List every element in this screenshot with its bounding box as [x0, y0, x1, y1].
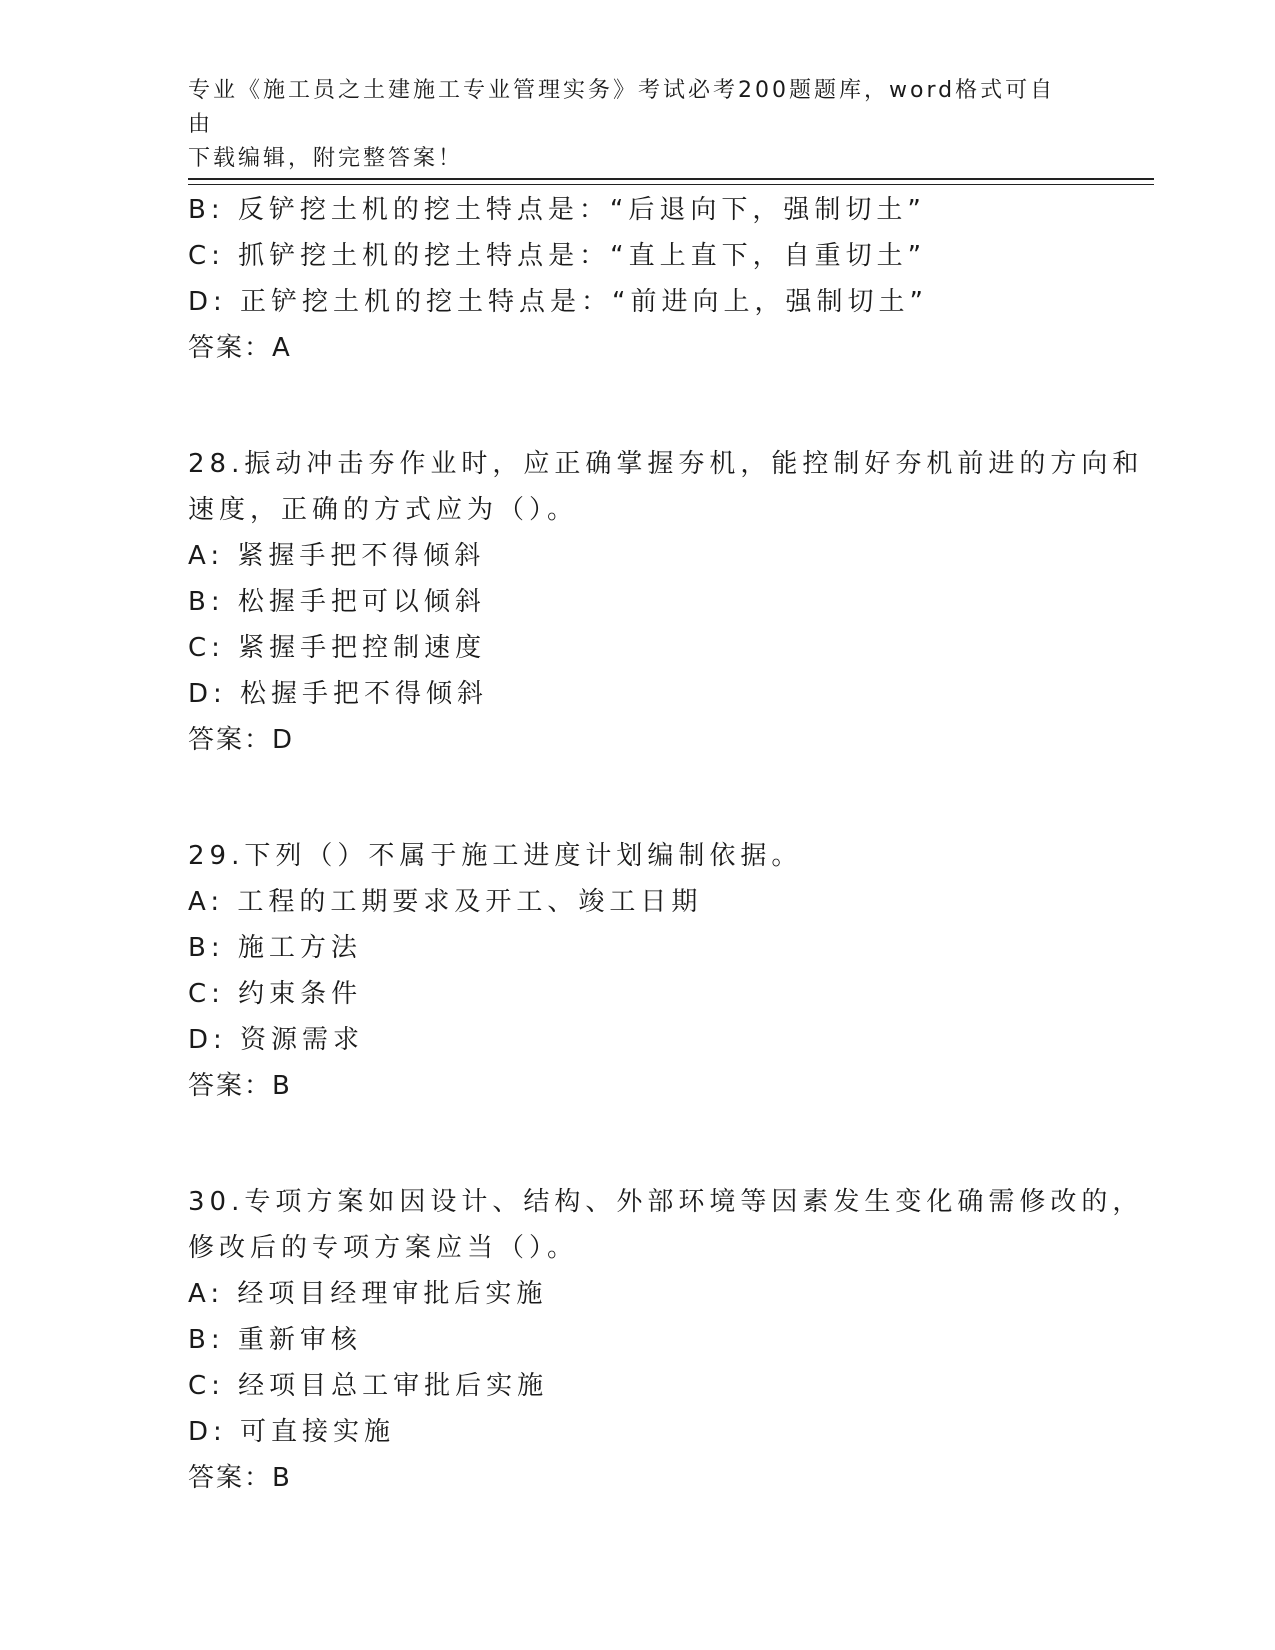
option-c: C: 抓铲挖土机的挖土特点是：“直上直下，自重切土”	[188, 241, 927, 271]
option-c: C: 约束条件	[188, 979, 363, 1009]
spacer	[188, 1109, 1088, 1179]
header-line-1: 专业《施工员之土建施工专业管理实务》考试必考200题题库，word格式可自由	[188, 78, 1056, 137]
option-d: D: 可直接实施	[188, 1417, 396, 1447]
option-b: B: 松握手把可以倾斜	[188, 587, 486, 617]
option-b: B: 反铲挖土机的挖土特点是：“后退向下，强制切土”	[188, 195, 926, 225]
answer-label: 答案：B	[188, 1071, 292, 1101]
option-d: D: 资源需求	[188, 1025, 365, 1055]
answer-label: 答案：A	[188, 333, 292, 363]
option-d: D: 正铲挖土机的挖土特点是：“前进向上，强制切土”	[188, 287, 928, 317]
header-divider-thick	[188, 178, 1154, 180]
question-27-continued	[188, 187, 1088, 371]
option-c: C: 紧握手把控制速度	[188, 633, 487, 663]
spacer	[188, 763, 1088, 833]
question-stem: 速度，正确的方式应为（）。	[188, 495, 579, 525]
question-30	[188, 1179, 1144, 1501]
question-stem: 30.专项方案如因设计、结构、外部环境等因素发生变化确需修改的，	[188, 1187, 1144, 1217]
option-a: A: 经项目经理审批后实施	[188, 1279, 548, 1309]
answer-label: 答案：D	[188, 725, 295, 755]
option-a: A: 工程的工期要求及开工、竣工日期	[188, 887, 703, 917]
answer-label: 答案：B	[188, 1463, 292, 1493]
question-28	[188, 441, 1144, 763]
question-stem: 修改后的专项方案应当（）。	[188, 1233, 579, 1263]
spacer	[188, 371, 1088, 441]
header-line-2: 下载编辑，附完整答案！	[188, 146, 464, 171]
header-divider-thin	[188, 184, 1154, 185]
option-d: D: 松握手把不得倾斜	[188, 679, 489, 709]
option-c: C: 经项目总工审批后实施	[188, 1371, 549, 1401]
option-b: B: 重新审核	[188, 1325, 362, 1355]
question-stem: 28.振动冲击夯作业时，应正确掌握夯机，能控制好夯机前进的方向和	[188, 449, 1144, 479]
question-list	[188, 187, 1144, 1501]
option-a: A: 紧握手把不得倾斜	[188, 541, 486, 571]
question-29	[188, 833, 1088, 1109]
question-stem: 29.下列（）不属于施工进度计划编制依据。	[188, 841, 803, 871]
option-b: B: 施工方法	[188, 933, 362, 963]
document-header	[188, 74, 1078, 176]
